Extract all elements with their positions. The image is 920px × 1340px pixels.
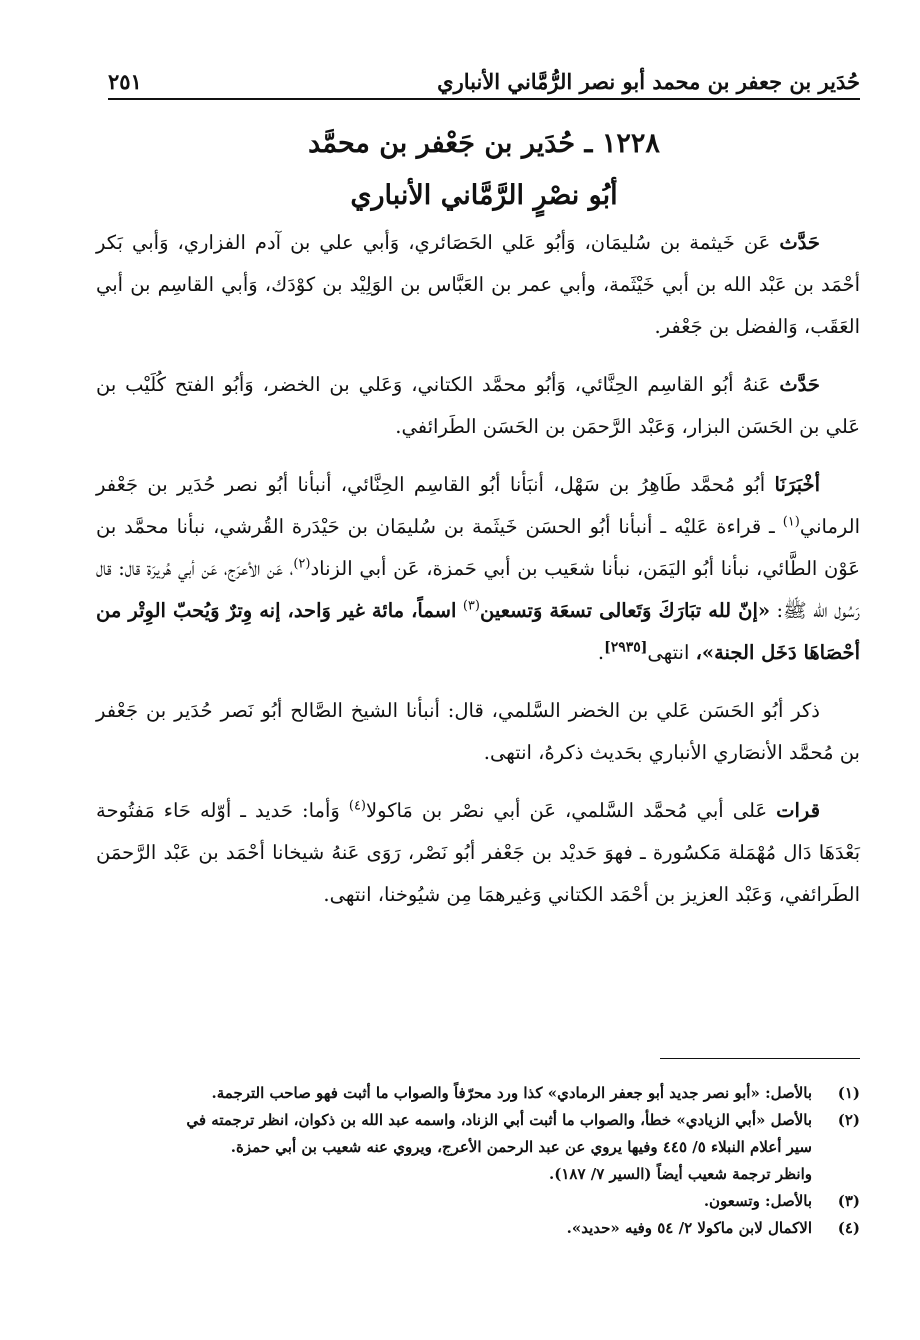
footnote-line: الاكمال لابن ماكولا ٢/ ٥٤ وفيه «حديد». bbox=[566, 1219, 812, 1237]
paragraph-text: عَنهُ أبُو القاسِم الحِنَّائي، وَأبُو محمَّد الكتاني، وَعَلي بن الخضر، وَأبُو الفتح كُلَيْب بن عَلي بن الحَسَن البزار، وَعَبْد الرَّحمَن بن الحَسَن الطَرائفي. bbox=[96, 373, 860, 438]
footnote-marker-3[interactable]: (٣) bbox=[462, 598, 480, 614]
reference-number: [٢٩٣٥] bbox=[604, 639, 648, 656]
paragraph-text: أبُو مُحمَّد طَاهِرُ بن سَهْل، أنبَأنا أبُو القاسِم الحِنَّائي، أنبأنا أبُو نصر حُدَير بن جَعْفر الرماني bbox=[96, 473, 861, 538]
hadith-quote: اسماً، مائة غير وَاحد، إنه وِترٌ وَيُحبّ الوِتْر من أحْصَاهَا دَخَل الجنة»، bbox=[96, 599, 860, 664]
footnote-line: وانظر ترجمة شعيب أيضاً (السير ٧/ ١٨٧). bbox=[549, 1165, 812, 1183]
paragraph-text: ـ قراءة عَليْه ـ أنبأنا أبُو الحسَن خَيثَمة بن سُليمَان بن حَيْدَرة القُرشي، نبأنا محمَّد بن عَوْن الطَّائي، نبأنا أبُو اليَمَن، نبأنا شعَيب بن أبي حَمزة، عَن أبي الزناد bbox=[96, 515, 860, 580]
footnote-line: بالأصل «أبي الزيادي» خطأ، والصواب ما أثبت أبي الزناد، واسمه عبد الله بن ذكوان، انظر ترجمته في bbox=[186, 1111, 812, 1129]
paragraph-end: انتهى bbox=[647, 641, 690, 664]
footnote-line: بالأصل: وتسعون. bbox=[703, 1192, 812, 1210]
footnote-line: سير أعلام النبلاء ٥/ ٤٤٥ وفيها يروي عن عبد الرحمن الأعرج، ويروي عنه شعيب بن أبي حمزة. bbox=[230, 1138, 812, 1156]
paragraph-text: ، عَن الأعرَج، عَن أبي هُريرَة قال: قال رَسُول الله ﷺ: bbox=[96, 557, 860, 622]
hadith-quote: «إنّ لله تبَارَكَ وَتَعالى تسعَة وَتسعين bbox=[479, 599, 771, 622]
footnote-text bbox=[96, 1107, 812, 1188]
footnote-text bbox=[96, 1188, 812, 1215]
paragraph-reading bbox=[96, 790, 860, 916]
footnote-marker-1[interactable]: (١) bbox=[782, 514, 800, 530]
footnote-2 bbox=[96, 1107, 860, 1188]
footnotes bbox=[96, 1080, 860, 1242]
footnote-line: بالأصل: «أبو نصر جديد أبو جعفر الرمادي» كذا ورد محرّفاً والصواب ما أثبت فهو صاحب الترجمة. bbox=[211, 1084, 812, 1102]
footnote-divider bbox=[660, 1058, 860, 1059]
paragraph-text: عَن خَيثمة بن سُليمَان، وَأبُو عَلي الحَصَائري، وَأبي علي بن آدم الفزاري، وَأبي بَكر أحْمَد بن عَبْد الله بن أبي خَيْثَمة، وأبي عمر بن العَبَّاس بن الوَلِيْد بن كوْدَك، وَأبي القاسِم بن أبي العَقَب، وَالفضل بن جَعْفر. bbox=[96, 231, 860, 338]
paragraph-lead: حَدَّث bbox=[779, 231, 820, 254]
running-title: حُدَير بن جعفر بن محمد أبو نصر الرُّمَّاني الأنباري bbox=[437, 69, 860, 94]
footnote-number: (١) bbox=[837, 1084, 860, 1102]
paragraph-lead: قرات bbox=[776, 799, 821, 822]
page-number: ٢٥١ bbox=[108, 69, 142, 94]
footnote-3 bbox=[96, 1188, 860, 1215]
paragraph-mention bbox=[96, 690, 860, 774]
entry-title bbox=[108, 118, 860, 222]
footnote-4 bbox=[96, 1215, 860, 1242]
paragraph-text: عَلى أبي مُحمَّد السَّلمي، عَن أبي نصْر بن مَاكولا bbox=[366, 799, 768, 822]
footnote-marker-4[interactable]: (٤) bbox=[348, 798, 366, 814]
paragraph-hadith: أخْبَرَنَا أبُو مُحمَّد طَاهِرُ بن سَهْل، أنبَأنا أبُو القاسِم الحِنَّائي، أنبأنا أبُو نصر حُدَير بن جَعْفر الرماني$^{(١)}$ ـ قراءة عَليْه ـ أنبأنا أبُو الحسَن خَيثَمة بن سُليمَان بن حَيْدَرة القُرشي، نبأنا محمَّد بن عَوْن الطَّائي، نبأنا أبُو اليَمَن، نبأنا شعَيب بن أبي حَمزة، عَن أبي الزناد$^{(٢)}$، عَن الأعرَج، عَن أبي هُريرَة قال: قال رَسُول الله ﷺ: «إنّ لله تبَارَكَ وَتَعالى تسعَة وَتسعين$^{(٣)}$ اسماً، مائة غير وَاحد، إنه وِترٌ وَيُحبّ الوِتْر من أحْصَاهَا دَخَل الجنة»، انتهى[٢٩٣٥]. bbox=[96, 473, 861, 664]
body-text bbox=[96, 222, 860, 932]
paragraph-narrators-from bbox=[96, 222, 860, 348]
paragraph-text: ذكر أبُو الحَسَن عَلي بن الخضر السَّلمي، قال: أنبأنا الشيخ الصَّالح أبُو نَصر حُدَير بن جَعْفر بن مُحمَّد الأنصَاري الأنباري بحَديث ذكرهُ، انتهى. bbox=[96, 699, 860, 764]
page-header bbox=[108, 56, 860, 100]
paragraph-lead: أخْبَرَنَا bbox=[774, 473, 820, 496]
paragraph-narrators-to bbox=[96, 364, 860, 448]
footnote-number: (٤) bbox=[837, 1219, 860, 1237]
entry-title-line-2: أبُو نصْرٍ الرَّمَّاني الأنباري bbox=[350, 180, 618, 211]
footnote-text bbox=[96, 1080, 812, 1107]
footnote-1 bbox=[96, 1080, 860, 1107]
footnote-marker-2[interactable]: (٢) bbox=[293, 556, 311, 572]
paragraph-lead: حَدَّث bbox=[779, 373, 820, 396]
footnote-number: (٣) bbox=[837, 1192, 860, 1210]
entry-title-line-1: ١٢٢٨ ـ حُدَير بن جَعْفر بن محمَّد bbox=[308, 128, 660, 159]
paragraph-text: وَأما: حَديد ـ أوّله حَاء مَفتُوحة بَعْدَهَا دَال مُهْمَلة مَكسُورة ـ فهوَ حَديْد بن جَعْفر أبُو نَصْر، رَوَى عَنهُ شيخانا أحْمَد بن عَبْد الرَّحمَن الطَرائفي، وَعَبْد العزيز بن أحْمَد الكتاني وَغيرهمَا مِن شيُوخنا، انتهى. bbox=[96, 799, 860, 906]
footnote-number: (٢) bbox=[837, 1111, 860, 1129]
footnote-text bbox=[96, 1215, 812, 1242]
